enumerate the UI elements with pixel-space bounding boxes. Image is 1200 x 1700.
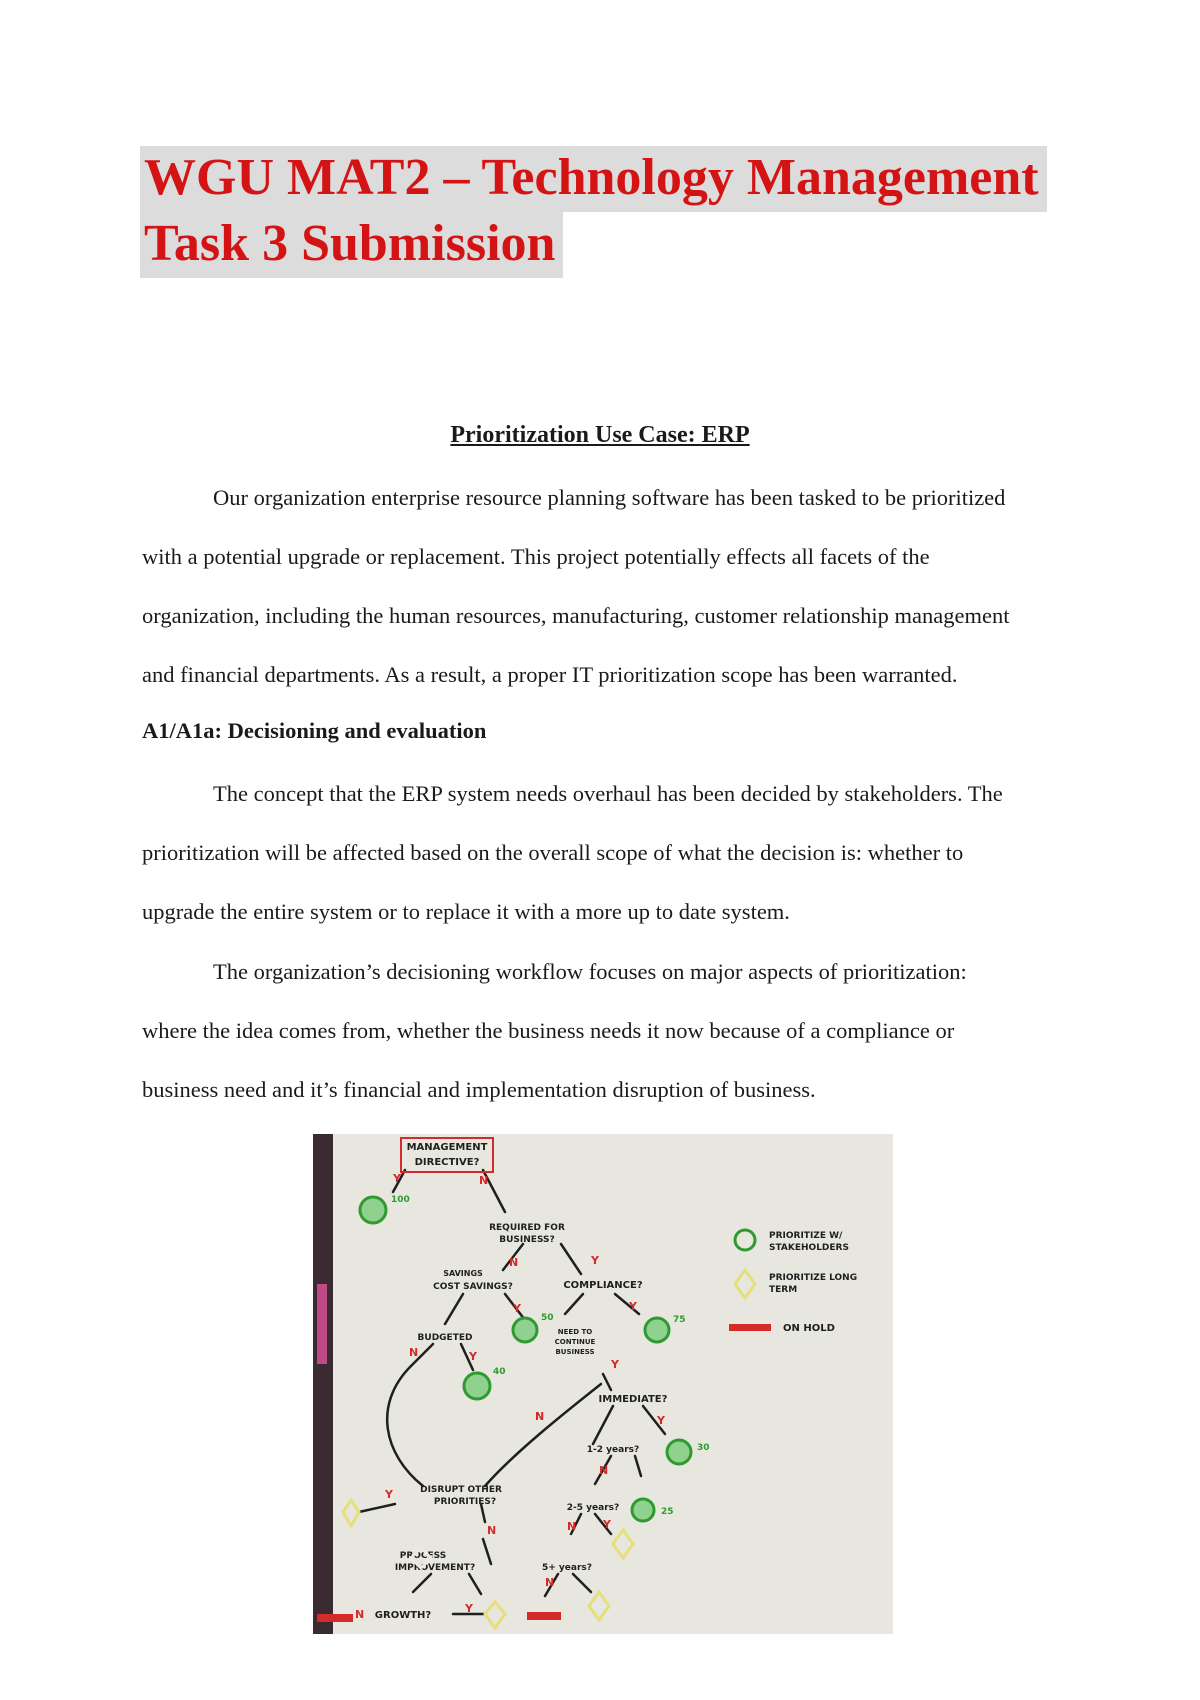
paragraph-line: upgrade the entire system or to replace it with a more up to date system. — [142, 899, 790, 924]
flowchart-drawing — [313, 1134, 893, 1634]
node-required-for-business: REQUIRED FOR — [489, 1223, 565, 1233]
branch-yes: Y — [657, 1414, 665, 1427]
branch-no: N — [355, 1608, 365, 1621]
score-label: 30 — [697, 1443, 710, 1453]
green-circle-icon — [667, 1440, 691, 1464]
paragraph-line: organization, including the human resources, manufacturing, customer relationship management — [142, 603, 1010, 628]
branch-no: N — [509, 1256, 519, 1269]
branch-yes: Y — [603, 1518, 611, 1531]
score-label: 100 — [391, 1195, 410, 1205]
node-disrupt-priorities: PRIORITIES? — [433, 1497, 497, 1507]
red-bar-icon — [527, 1612, 561, 1620]
sub-heading: A1/A1a: Decisioning and evaluation — [142, 718, 487, 743]
paragraph-line: The organization’s decisioning workflow focuses on major aspects of prioritization: — [213, 959, 967, 984]
paragraph-workflow — [142, 942, 1062, 1119]
score-label: 25 — [661, 1507, 674, 1517]
branch-yes: Y — [611, 1358, 619, 1371]
paragraph-line: The concept that the ERP system needs overhaul has been decided by stakeholders. The — [213, 781, 1003, 806]
legend-green-circle-icon — [735, 1230, 755, 1250]
paragraph-line: business need and it’s financial and implementation disruption of business. — [142, 1077, 816, 1102]
branch-no: N — [535, 1410, 545, 1423]
branch-no: N — [409, 1346, 419, 1359]
node-two-five-years: 2-5 years? — [566, 1503, 620, 1513]
yellow-diamond-icon — [613, 1530, 633, 1558]
title-line-2: Task 3 Submission — [140, 212, 563, 278]
photo-edge-accent — [317, 1284, 327, 1364]
node-budgeted: BUDGETED — [417, 1333, 473, 1343]
branch-no: N — [545, 1576, 555, 1589]
node-required-for-business: BUSINESS? — [499, 1235, 555, 1245]
branch-yes: Y — [385, 1488, 393, 1501]
legend-prioritize-stakeholders: PRIORITIZE W/ — [769, 1231, 843, 1241]
node-process-improvement: IMPROVEMENT? — [394, 1563, 476, 1573]
node-one-two-years: 1-2 years? — [586, 1445, 640, 1455]
paragraph-line: with a potential upgrade or replacement. This project potentially effects all facets of the — [142, 544, 930, 569]
paragraph-line: where the idea comes from, whether the business needs it now because of a compliance or — [142, 1018, 955, 1043]
branch-yes: Y — [465, 1602, 473, 1615]
node-need-to-continue: CONTINUE — [554, 1338, 596, 1346]
node-savings: SAVINGS — [443, 1269, 483, 1278]
paragraph-decisioning — [142, 764, 1062, 941]
title-line-1: WGU MAT2 – Technology Management — [140, 146, 1047, 212]
green-circle-icon — [464, 1373, 490, 1399]
node-management-directive: DIRECTIVE? — [414, 1157, 480, 1168]
document-title — [140, 146, 1047, 278]
node-need-to-continue: NEED TO — [557, 1328, 593, 1336]
node-growth: GROWTH? — [374, 1610, 432, 1621]
legend-on-hold: ON HOLD — [783, 1323, 835, 1334]
legend-prioritize-stakeholders: STAKEHOLDERS — [769, 1243, 849, 1253]
paragraph-intro — [142, 468, 1062, 704]
legend — [729, 1230, 857, 1334]
node-need-to-continue: BUSINESS — [555, 1348, 595, 1356]
legend-prioritize-long-term: TERM — [769, 1285, 798, 1295]
score-label: 50 — [541, 1313, 554, 1323]
score-label: 75 — [673, 1315, 686, 1325]
node-immediate: IMMEDIATE? — [598, 1394, 668, 1405]
branch-no: N — [479, 1174, 489, 1187]
branch-yes: Y — [629, 1300, 637, 1313]
score-label: 40 — [493, 1367, 506, 1377]
branch-yes: Y — [393, 1172, 401, 1185]
paragraph-line: prioritization will be affected based on the overall scope of what the decision is: whether to — [142, 840, 964, 865]
red-bar-icon — [317, 1614, 353, 1622]
branch-no: N — [487, 1524, 497, 1537]
branch-yes: Y — [469, 1350, 477, 1363]
yellow-diamond-icon — [343, 1500, 359, 1526]
section-heading: Prioritization Use Case: ERP — [450, 422, 750, 448]
yellow-diamond-icon — [485, 1602, 505, 1628]
node-disrupt-priorities: DISRUPT OTHER — [420, 1485, 502, 1495]
node-five-plus-years: 5+ years? — [542, 1563, 592, 1573]
on-hold-bars — [317, 1612, 561, 1622]
branch-yes: Y — [513, 1302, 521, 1315]
paragraph-line: Our organization enterprise resource planning software has been tasked to be prioritized — [213, 485, 1006, 510]
green-circle-icon — [360, 1197, 386, 1223]
decision-flowchart-photo — [313, 1134, 893, 1634]
photo-edge — [313, 1134, 333, 1634]
green-circle-icon — [645, 1318, 669, 1342]
paragraph-line: and financial departments. As a result, a proper IT prioritization scope has been warranted. — [142, 662, 958, 687]
node-process-improvement: PROCESS — [399, 1551, 447, 1561]
legend-red-bar-icon — [729, 1324, 771, 1331]
branch-no: N — [567, 1520, 577, 1533]
yellow-diamond-icon — [589, 1592, 609, 1620]
legend-prioritize-long-term: PRIORITIZE LONG — [769, 1273, 858, 1283]
node-cost-savings: COST SAVINGS? — [433, 1282, 513, 1292]
legend-yellow-diamond-icon — [735, 1270, 755, 1298]
green-circle-icon — [632, 1499, 654, 1521]
node-compliance: COMPLIANCE? — [563, 1280, 643, 1291]
node-management-directive: MANAGEMENT — [406, 1142, 488, 1153]
branch-no: N — [599, 1464, 609, 1477]
green-circle-icon — [513, 1318, 537, 1342]
branch-yes: Y — [591, 1254, 599, 1267]
